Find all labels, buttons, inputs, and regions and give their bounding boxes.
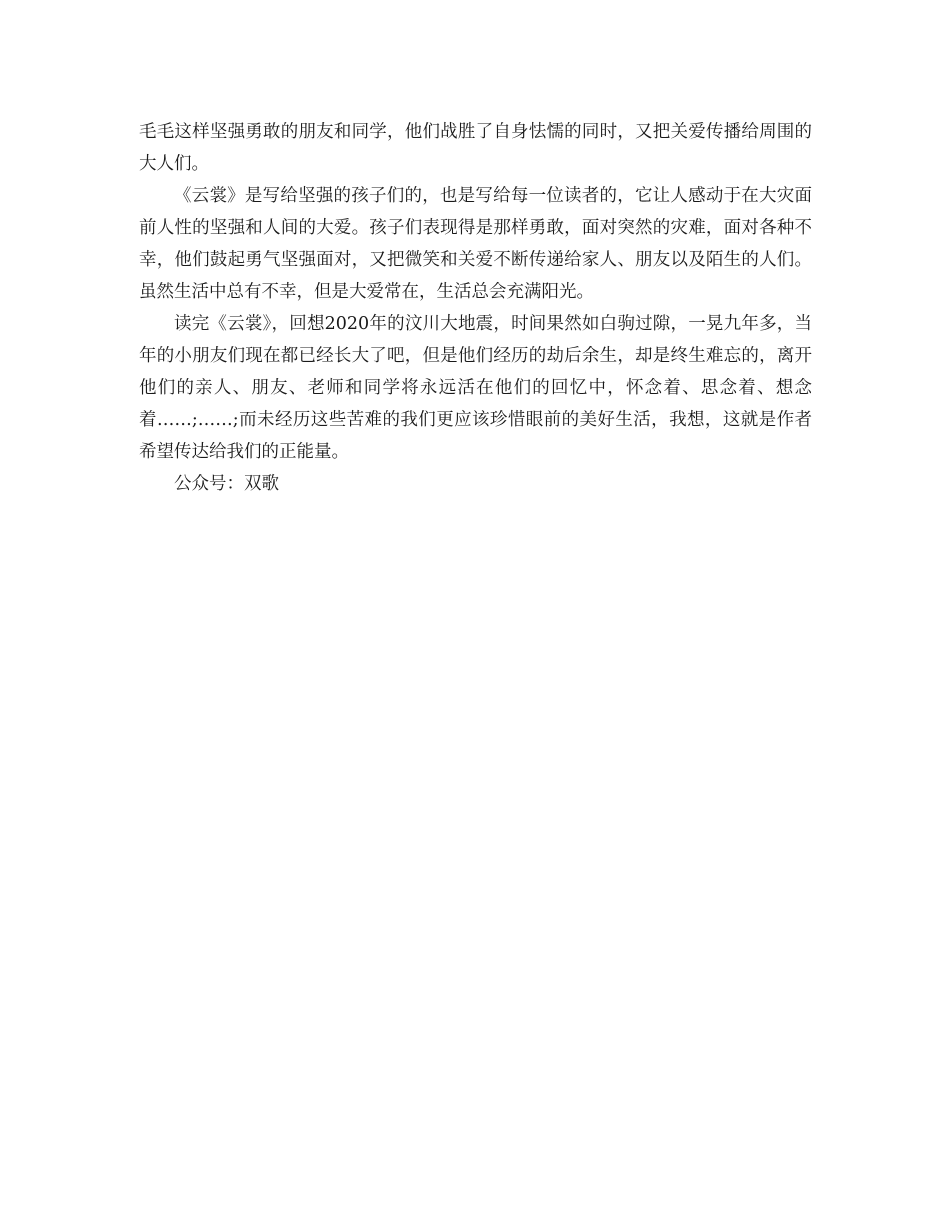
paragraph-continuation: 毛毛这样坚强勇敢的朋友和同学，他们战胜了自身怯懦的同时，又把关爱传播给周围的大人们。 — [139, 122, 812, 174]
paragraph-book-reflection: 《云裳》是写给坚强的孩子们的，也是写给每一位读者的，它让人感动于在大灾面前人性的坚强和人间的大爱。孩子们表现得是那样勇敢，面对突然的灾难，面对各种不幸，他们鼓起勇气坚强面对，又把微笑和关爱不断传递给家人、朋友以及陌生的人们。虽然生活中总有不幸，但是大爱常在，生活总会充满阳光。 — [139, 186, 812, 302]
document-body — [139, 116, 812, 500]
footer-public-account: 公众号：双歌 — [174, 474, 279, 494]
paragraph-earthquake-memory: 读完《云裳》，回想2020年的汶川大地震，时间果然如白驹过隙，一晃九年多，当年的小朋友们现在都已经长大了吧，但是他们经历的劫后余生，却是终生难忘的，离开他们的亲人、朋友、老师和同学将永远活在他们的回忆中，怀念着、思念着、想念着……;……;而未经历这些苦难的我们更应该珍惜眼前的美好生活，我想，这就是作者希望传达给我们的正能量。 — [139, 314, 812, 462]
